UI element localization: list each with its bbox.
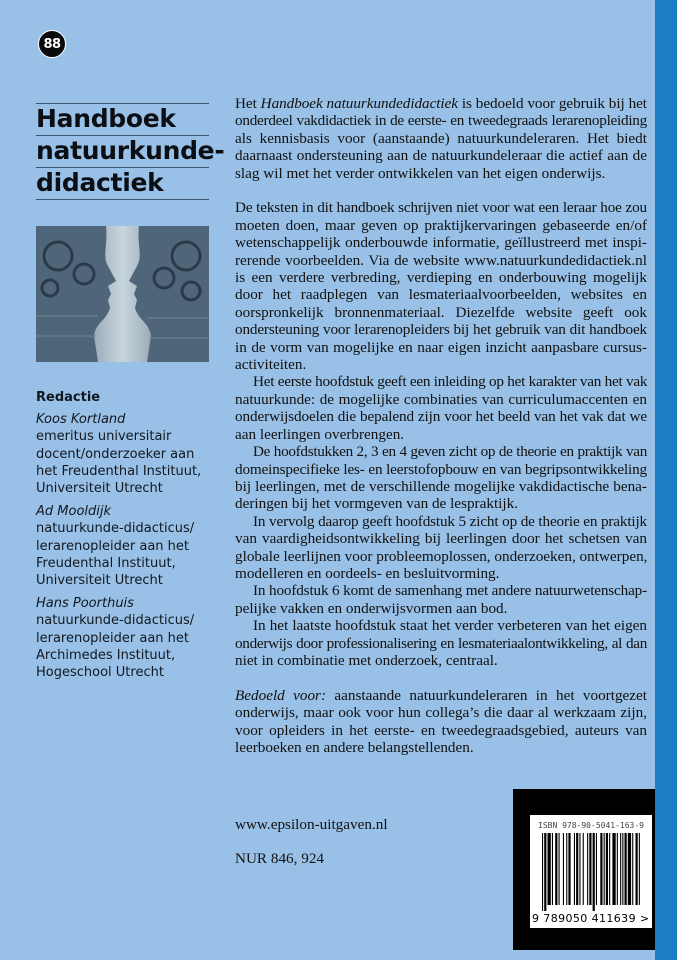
text-line: onderwijsdoelen die bepalend zijn voor het beeld van het vak dat we — [235, 408, 647, 426]
editor-affiliation-line: natuurkunde-didacticus/ — [36, 521, 195, 537]
title-line: natuurkunde- — [36, 136, 225, 165]
audience-label: Bedoeld voor: — [235, 686, 327, 704]
barcode-bar — [604, 833, 605, 905]
spine-stripe — [655, 0, 677, 960]
editor-affiliation-line: het Freudenthal Instituut, — [36, 463, 202, 479]
text-line: onderdeel vakdidactiek in de eerste- en tweedegraads lerarenopleiding — [235, 112, 647, 130]
barcode-bar — [542, 833, 543, 911]
editor-affiliation-line: Universiteit Utrecht — [36, 573, 163, 589]
text-line: deringen bij het vormgeven van de lespraktijk. — [235, 495, 518, 513]
editor-affiliation-line: Universiteit Utrecht — [36, 481, 163, 497]
editor-affiliation-line: Hogeschool Utrecht — [36, 665, 164, 681]
text-line: In hoofdstuk 6 komt de samenhang met andere natuurwetenschap- — [253, 582, 648, 600]
barcode-bar — [587, 833, 588, 905]
back-cover-text — [235, 95, 647, 756]
text-line: natuurkunde: de mogelijke combinaties van curriculumaccenten en — [235, 390, 647, 408]
barcode-bar — [606, 833, 608, 905]
nur-code: NUR 846, 924 — [235, 850, 325, 867]
isbn-barcode — [530, 815, 652, 928]
title-line: Handboek — [36, 103, 209, 135]
isbn-label: ISBN 978-90-5041-163-9 — [538, 821, 644, 830]
barcode-bar — [548, 833, 551, 905]
barcode-bar — [617, 833, 618, 905]
barcode-bar — [636, 833, 638, 905]
text-span: is bedoeld voor gebruik bij het — [457, 95, 647, 112]
text-line: In het laatste hoofdstuk staat het verder verbeteren van het eigen — [253, 617, 647, 635]
text-line: daarnaast ondersteuning aan de natuurkundeleraar die actief aan de — [235, 147, 647, 165]
editor-affiliation-line: emeritus universitair — [36, 429, 172, 445]
editor-affiliation-line: docent/onderzoeker aan — [36, 446, 195, 462]
barcode-bar — [576, 833, 578, 905]
paragraph — [235, 617, 647, 669]
barcode-bar — [632, 833, 633, 905]
text-line: niet in combinatie met onderzoek, centraal. — [235, 651, 498, 669]
barcode-bar — [579, 833, 580, 905]
text-span: aanstaande natuurkundeleraren in het voortgezet — [326, 686, 647, 704]
barcode-bar — [563, 833, 564, 905]
text-line: activiteiten. — [235, 356, 307, 374]
text-line: Het eerste hoofdstuk geeft een inleiding op het karakter van het vak — [253, 373, 648, 391]
barcode-bar — [544, 833, 546, 911]
text-line: moeten doen, maar geven op praktijkervaringen gebaseerde en/of — [235, 216, 647, 234]
text-line: onderwijs, maar ook voor hun collega’s die daar al werkzaam zijn, — [235, 704, 647, 722]
paragraph — [235, 513, 647, 583]
text-line: in de vorm van mogelijke en naar eigen inzicht aanpasbare cursus- — [235, 338, 647, 356]
editor-entry — [36, 595, 221, 681]
text-line: globale leerlijnen voor probleemoplossen, onderzoeken, ontwerpen, — [235, 547, 648, 565]
paragraph — [235, 373, 647, 443]
editor-name: Hans Poorthuis — [36, 596, 134, 612]
barcode-bar — [566, 833, 567, 905]
text-line: De hoofdstukken 2, 3 en 4 geven zicht op de theorie en praktijk van — [253, 443, 647, 461]
barcode-bar — [609, 833, 610, 905]
barcode-bar — [589, 833, 591, 905]
text-line: is een verdere verbreding, verdieping en onderbouwing mogelijk — [235, 269, 647, 287]
editor-affiliation-line: Archimedes Instituut, — [36, 647, 176, 663]
editor-entry — [36, 503, 221, 589]
editor-affiliation-line: lerarenopleider aan het — [36, 538, 190, 554]
barcode-bar — [600, 833, 602, 905]
barcode-bar — [612, 833, 615, 905]
text-line: ondersteuning voor lerarenopleiders bij het gebruik van dit handboek — [235, 321, 647, 339]
text-line: De teksten in dit handboek schrijven niet voor wat een leraar hoe zou — [235, 199, 647, 217]
book-title — [36, 103, 225, 200]
barcode-bar — [583, 833, 584, 905]
barcode-bar — [620, 833, 621, 905]
text-line: leerboeken en andere belangstellenden. — [235, 739, 474, 756]
text-line — [235, 95, 647, 112]
text-line: voor opleiders in het eerste- en tweedegraadsgebied, auteurs van — [235, 721, 647, 739]
barcode-bar — [596, 833, 597, 905]
text-line: van vaardigheidsontwikkeling bij leerlingen door het schetsen van — [235, 530, 647, 548]
text-line: bij leerlingen, met de verschillende mogelijke vakdidactische bena- — [235, 477, 647, 495]
cover-illustration-faces-gears — [36, 226, 209, 362]
text-line: als kennisbasis voor (aanstaande) natuurkundeleraren. Het biedt — [235, 129, 647, 147]
text-line: aan leerlingen overbrengen. — [235, 425, 405, 443]
editors-heading: Redactie — [36, 390, 101, 405]
series-number-badge: 88 — [38, 30, 66, 58]
editors-section — [36, 389, 221, 687]
paragraph — [235, 582, 647, 617]
paragraph — [235, 199, 647, 373]
barcode-bar — [568, 833, 570, 905]
text-line — [235, 687, 647, 704]
text-line: In vervolg daarop geeft hoofdstuk 5 zicht op de theorie en praktijk — [253, 512, 647, 530]
text-line: modelleren en oordeels- en besluitvorming. — [235, 564, 500, 582]
barcode-bar — [622, 833, 623, 905]
text-line: wetenschappelijk onderbouwde informatie, geïllustreerd met inspi- — [235, 234, 647, 252]
editor-affiliation-line: Freudenthal Instituut, — [36, 555, 176, 571]
text-line: rerende voorbeelden. Via de website www.natuurkundedidactiek.nl — [235, 251, 647, 269]
publisher-website[interactable]: www.epsilon-uitgaven.nl — [235, 816, 388, 833]
title-line: didactiek — [36, 167, 209, 199]
barcode-bars — [542, 833, 642, 911]
editor-name: Ad Mooldijk — [36, 504, 112, 520]
barcode-bar — [574, 833, 575, 905]
barcode-bar — [625, 833, 627, 905]
text-line: oorspronkelijk bronnenmateriaal. Diezelfde website geeft ook — [235, 303, 647, 321]
text-line: door het raadplegen van lesmateriaalvoorbeelden, websites en — [235, 286, 647, 304]
text-line: onderwijs door professionalisering en lesmateriaalontwikkeling, al dan — [235, 634, 647, 652]
text-line: slag wil met het verder ontwikkelen van het eigen onderwijs. — [235, 164, 606, 182]
editor-affiliation-line: natuurkunde-didacticus/ — [36, 613, 195, 629]
editor-affiliation-line: lerarenopleider aan het — [36, 630, 190, 646]
barcode-bar — [639, 833, 640, 905]
barcode-bar — [552, 833, 553, 905]
book-title-italic: Handboek natuurkundedidactiek — [260, 95, 458, 112]
title-rule — [36, 199, 209, 200]
barcode-bar — [593, 833, 595, 911]
barcode-bar — [628, 833, 631, 905]
editor-entry — [36, 411, 221, 497]
barcode-bar — [555, 833, 557, 905]
text-line: pelijke vakken en onderwijsvormen aan bod. — [235, 599, 508, 617]
paragraph — [235, 443, 647, 513]
barcode-digits: 9 789050 411639 > — [532, 912, 650, 925]
editor-name: Koos Kortland — [36, 412, 126, 428]
barcode-bar — [559, 833, 560, 905]
text-span: Het — [235, 95, 261, 112]
text-line: domeinspecifieke les- en leerstofopbouw en van begripsontwikkeling — [235, 460, 647, 478]
